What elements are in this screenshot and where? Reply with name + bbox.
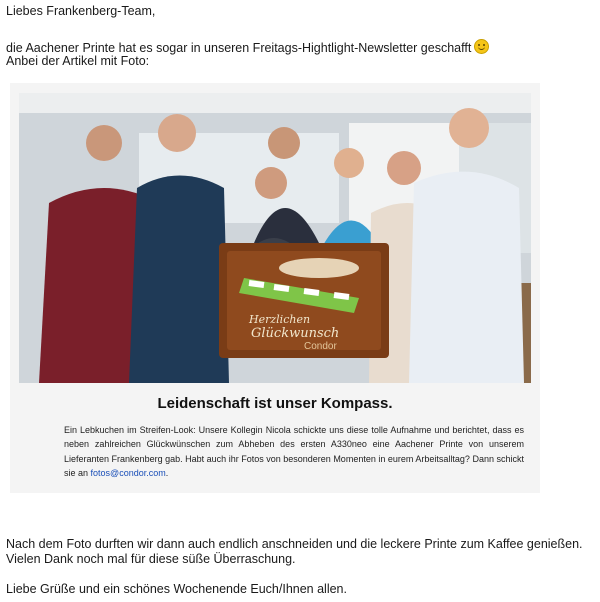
email-after-line2: Vielen Dank noch mal für diese süße Überraschung. xyxy=(6,552,296,566)
article-body-text: Ein Lebkuchen im Streifen-Look: Unsere Kollegin Nicola schickte uns diese tolle Aufnahme und berichtet, dass es neben zahlreichen Glückwünschen zum Abheben des ersten A330neo eine Aachener Printe von unserem Lieferanten Frankenberg gab. Habt auch ihr Fotos von besonderen Momenten in eurem Arbeitsalltag? Dann schickt sie an xyxy=(64,425,524,479)
email-link[interactable]: fotos@condor.com xyxy=(90,468,166,479)
email-after-line1: Nach dem Foto durften wir dann auch endlich anschneiden und die leckere Printe zum Kaffee genießen. xyxy=(6,537,583,551)
newsletter-article-card xyxy=(10,83,540,493)
cake-text-line1: Herzlichen xyxy=(249,313,311,326)
team-photo-illustration xyxy=(19,93,531,383)
article-body-end: . xyxy=(165,468,169,479)
smiley-icon xyxy=(474,39,489,54)
email-closing: Liebe Grüße und ein schönes Wochenende Euch/Ihnen allen. xyxy=(6,582,347,596)
article-body xyxy=(64,423,524,481)
cake-text-line2: Glückwunsch xyxy=(251,326,340,341)
email-greeting: Liebes Frankenberg-Team, xyxy=(6,4,156,18)
cake-brand-text: Condor xyxy=(304,341,337,352)
team-photo xyxy=(19,93,531,383)
article-title: Leidenschaft ist unser Kompass. xyxy=(157,395,393,412)
email-intro-line2: Anbei der Artikel mit Foto: xyxy=(6,54,150,68)
email-intro-text: die Aachener Printe hat es sogar in unseren Freitags-Hightlight-Newsletter geschafft xyxy=(6,41,472,55)
